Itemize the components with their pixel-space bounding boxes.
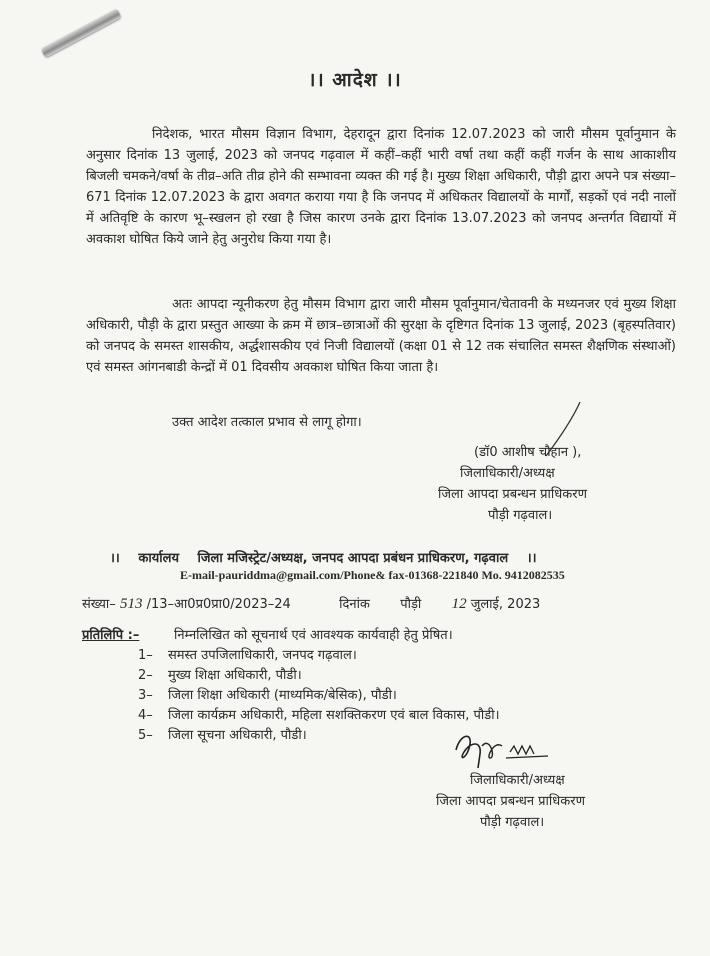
office-label: कार्यालय xyxy=(138,551,180,566)
office-header xyxy=(110,548,630,566)
date-label: दिनांक xyxy=(339,597,370,612)
list-item-number: 4– xyxy=(138,708,153,723)
list-item-text: जिला कार्यक्रम अधिकारी, महिला सशक्तिकरण एवं बाल विकास, पौडी। xyxy=(168,708,500,723)
signatory-authority: जिला आपदा प्रबन्धन प्राधिकरण xyxy=(438,487,587,502)
staple-mark xyxy=(41,8,122,57)
reference-line xyxy=(82,594,682,613)
signatory-designation: जिलाधिकारी/अध्यक्ष xyxy=(460,466,555,481)
signatory-designation-2: जिलाधिकारी/अध्यक्ष xyxy=(470,773,565,788)
signatory-place-2: पौड़ी गढ़वाल। xyxy=(480,815,545,830)
signature-block-2 xyxy=(430,770,660,833)
list-item-number: 5– xyxy=(138,728,153,743)
date-place: पौड़ी xyxy=(400,597,422,612)
reference-code: /13–आ0प्र0प्रा0/2023–24 xyxy=(146,597,291,612)
list-item xyxy=(82,686,642,706)
reference-prefix: संख्या– xyxy=(82,597,116,612)
list-item-text: जिला शिक्षा अधिकारी (माध्यमिक/बेसिक), पौडी। xyxy=(168,688,397,703)
date-month-year: जुलाई, 2023 xyxy=(470,597,541,612)
list-item xyxy=(82,666,642,686)
office-bars-right: ।। xyxy=(526,551,537,566)
reference-number: 513 xyxy=(119,596,143,612)
order-paragraph-2: अतः आपदा न्यूनीकरण हेतु मौसम विभाग द्वारा जारी मौसम पूर्वानुमान/चेतावनी के मध्यनजर एवं मुख्य शिक्षा अधिकारी, पौड़ी के द्वारा प्रस्तुत आख्या के क्रम में छात्र–छात्राओं की सुरक्षा के दृष्टिगत दिनांक 13 जुलाई, 2023 (बृहस्पतिवार) को जनपद के समस्त शासकीय, अर्द्धशासकीय एवं निजी विद्यालयों (कक्षा 01 से 12 तक संचालित समस्त शैक्षणिक संस्थाओं) एवं समस्त आंगनबाडी केन्द्रों में 01 दिवसीय अवकाश घोषित किया जाता है। xyxy=(86,297,676,375)
list-item-number: 1– xyxy=(138,648,153,663)
signatory-authority-2: जिला आपदा प्रबन्धन प्राधिकरण xyxy=(436,794,585,809)
signature-block-1 xyxy=(430,442,660,526)
list-item-text: मुख्य शिक्षा अधिकारी, पौडी। xyxy=(168,668,302,683)
signatory-place: पौड़ी गढ़वाल। xyxy=(488,508,553,523)
order-paragraph-1: निदेशक, भारत मौसम विज्ञान विभाग, देहरादून द्वारा दिनांक 12.07.2023 को जारी मौसम पूर्वानुमान के अनुसार दिनांक 13 जुलाई, 2023 को जनपद गढ़वाल में कहीं–कहीं भारी वर्षा तथा कहीं कहीं गर्जन के साथ आकाशीय बिजली चमकने/वर्षा के तीव्र–अति तीव्र होने की सम्भावना व्यक्त की गई है। मुख्य शिक्षा अधिकारी, पौड़ी द्वारा अपने पत्र संख्या–671 दिनांक 12.07.2023 के द्वारा अवगत कराया गया है कि जनपद में अधिकतर विद्यालयों के मार्गों, सड़कों एवं नदी नालों में अतिवृष्टि के कारण भू–स्खलन हो रखा है जिस कारण उनके द्वारा दिनांक 13.07.2023 को जनपद अन्तर्गत विद्यायों में अवकाश घोषित किये जाने हेतु अनुरोध किया गया है। xyxy=(86,127,676,247)
order-title: ।। आदेश ।। xyxy=(308,69,402,91)
list-item-text: समस्त उपजिलाधिकारी, जनपद गढ़वाल। xyxy=(168,648,357,663)
order-paragraph-3: उक्त आदेश तत्काल प्रभाव से लागू होगा। xyxy=(172,415,362,430)
signatory-name: (डॉ0 आशीष चौहान ), xyxy=(474,445,582,460)
date-day: 12 xyxy=(451,596,467,612)
office-bars-left: ।। xyxy=(110,551,120,566)
list-item-text: जिला सूचना अधिकारी, पौडी। xyxy=(168,728,307,743)
office-contact: E-mail-pauriddma@gmail.com/Phone& fax-01368-221840 Mo. 9412082535 xyxy=(180,568,565,582)
office-name: जिला मजिस्ट्रेट/अध्यक्ष, जनपद आपदा प्रबंधन प्राधिकरण, गढ़वाल xyxy=(197,551,509,566)
list-item xyxy=(82,706,642,726)
copy-to-header xyxy=(82,626,642,646)
list-item-number: 2– xyxy=(138,668,153,683)
copy-to-label: प्रतिलिपि :– xyxy=(82,628,140,643)
copy-to-intro: निम्नलिखित को सूचनार्थ एवं आवश्यक कार्यवाही हेतु प्रेषित। xyxy=(174,628,453,643)
handwritten-signature-icon xyxy=(450,728,560,772)
list-item-number: 3– xyxy=(138,688,153,703)
list-item xyxy=(82,646,642,666)
